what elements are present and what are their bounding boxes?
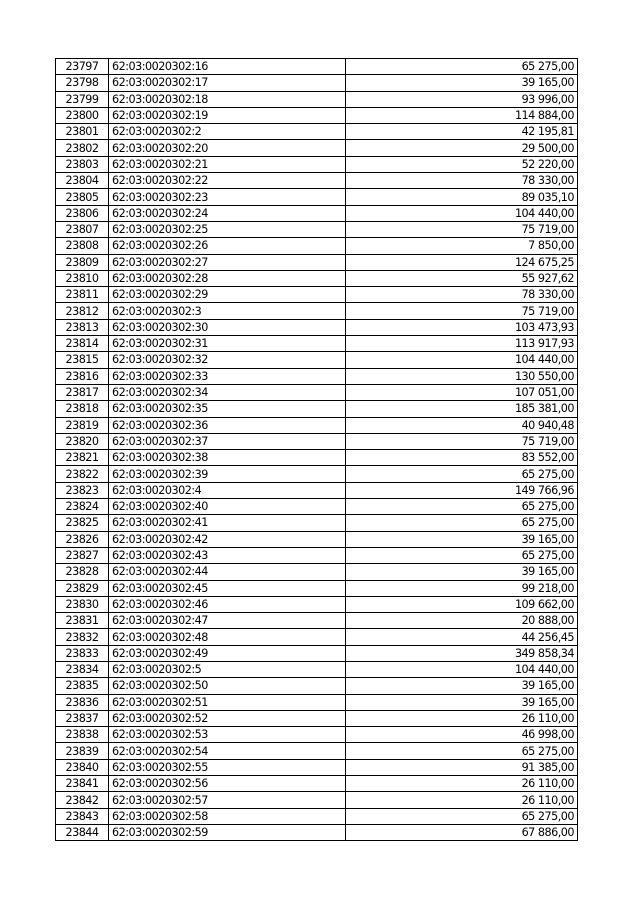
table-row [56, 336, 578, 352]
cadastral-value-cell: 104 440,00 [346, 205, 578, 221]
table-body [56, 59, 578, 841]
cadastral-value-cell: 65 275,00 [346, 547, 578, 563]
cadastral-number-cell: 62:03:0020302:52 [109, 710, 346, 726]
table-row [56, 368, 578, 384]
table-row [56, 808, 578, 824]
table-row [56, 466, 578, 482]
row-number-cell: 23837 [56, 710, 109, 726]
cadastral-value-cell: 39 165,00 [346, 678, 578, 694]
cadastral-value-cell: 93 996,00 [346, 91, 578, 107]
row-number-cell: 23831 [56, 613, 109, 629]
cadastral-value-cell: 26 110,00 [346, 776, 578, 792]
table-row [56, 59, 578, 75]
row-number-cell: 23838 [56, 727, 109, 743]
cadastral-number-cell: 62:03:0020302:54 [109, 743, 346, 759]
cadastral-value-cell: 39 165,00 [346, 694, 578, 710]
cadastral-value-cell: 124 675,25 [346, 254, 578, 270]
table-row [56, 792, 578, 808]
cadastral-number-cell: 62:03:0020302:18 [109, 91, 346, 107]
row-number-cell: 23817 [56, 384, 109, 400]
cadastral-value-table [55, 58, 578, 841]
row-number-cell: 23804 [56, 173, 109, 189]
table-row [56, 221, 578, 237]
table-row [56, 140, 578, 156]
row-number-cell: 23815 [56, 352, 109, 368]
cadastral-number-cell: 62:03:0020302:20 [109, 140, 346, 156]
table-row [56, 238, 578, 254]
cadastral-number-cell: 62:03:0020302:39 [109, 466, 346, 482]
row-number-cell: 23807 [56, 221, 109, 237]
table-row [56, 613, 578, 629]
cadastral-value-cell: 113 917,93 [346, 336, 578, 352]
table-row [56, 189, 578, 205]
row-number-cell: 23816 [56, 368, 109, 384]
table-row [56, 515, 578, 531]
cadastral-number-cell: 62:03:0020302:57 [109, 792, 346, 808]
cadastral-number-cell: 62:03:0020302:21 [109, 156, 346, 172]
cadastral-number-cell: 62:03:0020302:23 [109, 189, 346, 205]
cadastral-value-cell: 78 330,00 [346, 173, 578, 189]
row-number-cell: 23806 [56, 205, 109, 221]
cadastral-value-cell: 89 035,10 [346, 189, 578, 205]
cadastral-number-cell: 62:03:0020302:31 [109, 336, 346, 352]
table-row [56, 596, 578, 612]
row-number-cell: 23822 [56, 466, 109, 482]
row-number-cell: 23823 [56, 482, 109, 498]
cadastral-value-cell: 78 330,00 [346, 287, 578, 303]
cadastral-value-cell: 39 165,00 [346, 531, 578, 547]
cadastral-number-cell: 62:03:0020302:49 [109, 645, 346, 661]
table-row [56, 710, 578, 726]
table-row [56, 401, 578, 417]
row-number-cell: 23840 [56, 759, 109, 775]
row-number-cell: 23824 [56, 499, 109, 515]
table-row [56, 776, 578, 792]
table-row [56, 91, 578, 107]
cadastral-value-cell: 83 552,00 [346, 450, 578, 466]
cadastral-value-cell: 91 385,00 [346, 759, 578, 775]
table-row [56, 352, 578, 368]
cadastral-number-cell: 62:03:0020302:44 [109, 564, 346, 580]
cadastral-number-cell: 62:03:0020302:42 [109, 531, 346, 547]
cadastral-number-cell: 62:03:0020302:58 [109, 808, 346, 824]
cadastral-number-cell: 62:03:0020302:4 [109, 482, 346, 498]
cadastral-value-cell: 114 884,00 [346, 107, 578, 123]
row-number-cell: 23826 [56, 531, 109, 547]
cadastral-number-cell: 62:03:0020302:33 [109, 368, 346, 384]
cadastral-value-cell: 65 275,00 [346, 743, 578, 759]
cadastral-number-cell: 62:03:0020302:50 [109, 678, 346, 694]
cadastral-number-cell: 62:03:0020302:40 [109, 499, 346, 515]
table-row [56, 547, 578, 563]
table-row [56, 287, 578, 303]
table-row [56, 75, 578, 91]
cadastral-number-cell: 62:03:0020302:32 [109, 352, 346, 368]
cadastral-value-cell: 103 473,93 [346, 319, 578, 335]
cadastral-value-cell: 52 220,00 [346, 156, 578, 172]
row-number-cell: 23832 [56, 629, 109, 645]
cadastral-value-cell: 149 766,96 [346, 482, 578, 498]
cadastral-number-cell: 62:03:0020302:16 [109, 59, 346, 75]
cadastral-value-cell: 185 381,00 [346, 401, 578, 417]
cadastral-number-cell: 62:03:0020302:47 [109, 613, 346, 629]
cadastral-number-cell: 62:03:0020302:22 [109, 173, 346, 189]
table-row [56, 124, 578, 140]
row-number-cell: 23833 [56, 645, 109, 661]
table-row [56, 156, 578, 172]
cadastral-number-cell: 62:03:0020302:53 [109, 727, 346, 743]
table-row [56, 417, 578, 433]
table-row [56, 531, 578, 547]
row-number-cell: 23829 [56, 580, 109, 596]
cadastral-number-cell: 62:03:0020302:34 [109, 384, 346, 400]
cadastral-value-cell: 104 440,00 [346, 352, 578, 368]
cadastral-number-cell: 62:03:0020302:27 [109, 254, 346, 270]
cadastral-value-cell: 130 550,00 [346, 368, 578, 384]
table-row [56, 450, 578, 466]
row-number-cell: 23810 [56, 270, 109, 286]
row-number-cell: 23836 [56, 694, 109, 710]
table-row [56, 824, 578, 840]
cadastral-number-cell: 62:03:0020302:3 [109, 303, 346, 319]
row-number-cell: 23819 [56, 417, 109, 433]
cadastral-value-cell: 107 051,00 [346, 384, 578, 400]
row-number-cell: 23835 [56, 678, 109, 694]
table-row [56, 727, 578, 743]
table-row [56, 499, 578, 515]
table-row [56, 384, 578, 400]
cadastral-value-cell: 65 275,00 [346, 515, 578, 531]
cadastral-value-cell: 65 275,00 [346, 808, 578, 824]
cadastral-value-cell: 26 110,00 [346, 792, 578, 808]
table-row [56, 661, 578, 677]
table-row [56, 303, 578, 319]
table-row [56, 580, 578, 596]
cadastral-value-cell: 104 440,00 [346, 661, 578, 677]
row-number-cell: 23812 [56, 303, 109, 319]
row-number-cell: 23799 [56, 91, 109, 107]
cadastral-number-cell: 62:03:0020302:41 [109, 515, 346, 531]
table-row [56, 319, 578, 335]
cadastral-value-cell: 349 858,34 [346, 645, 578, 661]
cadastral-value-cell: 65 275,00 [346, 466, 578, 482]
cadastral-value-cell: 40 940,48 [346, 417, 578, 433]
row-number-cell: 23821 [56, 450, 109, 466]
cadastral-number-cell: 62:03:0020302:17 [109, 75, 346, 91]
table-row [56, 107, 578, 123]
cadastral-number-cell: 62:03:0020302:29 [109, 287, 346, 303]
cadastral-value-cell: 46 998,00 [346, 727, 578, 743]
cadastral-number-cell: 62:03:0020302:30 [109, 319, 346, 335]
row-number-cell: 23800 [56, 107, 109, 123]
row-number-cell: 23805 [56, 189, 109, 205]
table-row [56, 694, 578, 710]
cadastral-value-cell: 55 927,62 [346, 270, 578, 286]
table-row [56, 482, 578, 498]
row-number-cell: 23843 [56, 808, 109, 824]
cadastral-value-cell: 39 165,00 [346, 75, 578, 91]
row-number-cell: 23809 [56, 254, 109, 270]
cadastral-number-cell: 62:03:0020302:26 [109, 238, 346, 254]
cadastral-number-cell: 62:03:0020302:2 [109, 124, 346, 140]
cadastral-value-cell: 26 110,00 [346, 710, 578, 726]
cadastral-number-cell: 62:03:0020302:37 [109, 433, 346, 449]
cadastral-value-cell: 65 275,00 [346, 59, 578, 75]
table-row [56, 433, 578, 449]
row-number-cell: 23818 [56, 401, 109, 417]
row-number-cell: 23808 [56, 238, 109, 254]
cadastral-value-cell: 7 850,00 [346, 238, 578, 254]
cadastral-value-cell: 67 886,00 [346, 824, 578, 840]
cadastral-number-cell: 62:03:0020302:35 [109, 401, 346, 417]
table-row [56, 743, 578, 759]
cadastral-value-cell: 75 719,00 [346, 433, 578, 449]
cadastral-value-cell: 109 662,00 [346, 596, 578, 612]
row-number-cell: 23839 [56, 743, 109, 759]
cadastral-value-cell: 44 256,45 [346, 629, 578, 645]
cadastral-value-cell: 39 165,00 [346, 564, 578, 580]
cadastral-number-cell: 62:03:0020302:55 [109, 759, 346, 775]
table-row [56, 270, 578, 286]
cadastral-value-cell: 75 719,00 [346, 221, 578, 237]
row-number-cell: 23830 [56, 596, 109, 612]
row-number-cell: 23802 [56, 140, 109, 156]
cadastral-number-cell: 62:03:0020302:43 [109, 547, 346, 563]
table-row [56, 254, 578, 270]
row-number-cell: 23825 [56, 515, 109, 531]
cadastral-number-cell: 62:03:0020302:46 [109, 596, 346, 612]
row-number-cell: 23844 [56, 824, 109, 840]
row-number-cell: 23834 [56, 661, 109, 677]
row-number-cell: 23811 [56, 287, 109, 303]
table-row [56, 629, 578, 645]
cadastral-value-cell: 42 195,81 [346, 124, 578, 140]
cadastral-value-cell: 65 275,00 [346, 499, 578, 515]
row-number-cell: 23820 [56, 433, 109, 449]
row-number-cell: 23814 [56, 336, 109, 352]
cadastral-number-cell: 62:03:0020302:45 [109, 580, 346, 596]
row-number-cell: 23842 [56, 792, 109, 808]
row-number-cell: 23841 [56, 776, 109, 792]
cadastral-number-cell: 62:03:0020302:51 [109, 694, 346, 710]
row-number-cell: 23801 [56, 124, 109, 140]
row-number-cell: 23827 [56, 547, 109, 563]
table-row [56, 678, 578, 694]
cadastral-number-cell: 62:03:0020302:19 [109, 107, 346, 123]
row-number-cell: 23828 [56, 564, 109, 580]
cadastral-number-cell: 62:03:0020302:5 [109, 661, 346, 677]
cadastral-number-cell: 62:03:0020302:59 [109, 824, 346, 840]
table-row [56, 645, 578, 661]
cadastral-number-cell: 62:03:0020302:36 [109, 417, 346, 433]
cadastral-number-cell: 62:03:0020302:48 [109, 629, 346, 645]
row-number-cell: 23798 [56, 75, 109, 91]
cadastral-number-cell: 62:03:0020302:24 [109, 205, 346, 221]
table-row [56, 759, 578, 775]
cadastral-number-cell: 62:03:0020302:56 [109, 776, 346, 792]
cadastral-value-cell: 29 500,00 [346, 140, 578, 156]
row-number-cell: 23797 [56, 59, 109, 75]
cadastral-value-cell: 75 719,00 [346, 303, 578, 319]
table-row [56, 173, 578, 189]
table-row [56, 205, 578, 221]
cadastral-number-cell: 62:03:0020302:38 [109, 450, 346, 466]
cadastral-number-cell: 62:03:0020302:28 [109, 270, 346, 286]
cadastral-value-cell: 99 218,00 [346, 580, 578, 596]
cadastral-value-cell: 20 888,00 [346, 613, 578, 629]
table-row [56, 564, 578, 580]
row-number-cell: 23813 [56, 319, 109, 335]
cadastral-number-cell: 62:03:0020302:25 [109, 221, 346, 237]
row-number-cell: 23803 [56, 156, 109, 172]
